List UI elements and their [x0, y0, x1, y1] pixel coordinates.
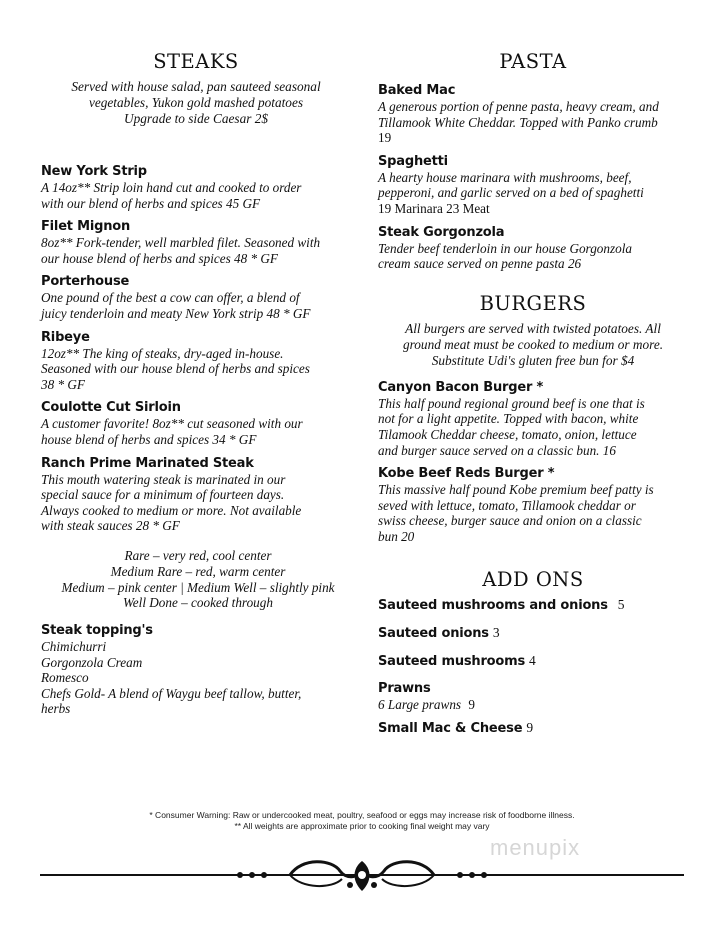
- item-description: [378, 241, 688, 272]
- item-desc-line: house blend of herbs and spices 34 * GF: [41, 431, 257, 447]
- item-desc-line: This mouth watering steak is marinated in our: [41, 471, 286, 487]
- burgers-intro-line: Substitute Udi's gluten free bun for $4: [431, 352, 635, 368]
- toppings-title: Steak topping's: [41, 623, 153, 639]
- item-desc-line: juicy tenderloin and meaty New York strip 48 * GF: [41, 305, 311, 321]
- topping-item: Chefs Gold- A blend of Waygu beef tallow, butter,: [41, 685, 302, 701]
- addon-price: 3: [492, 624, 500, 640]
- item-description: [41, 180, 351, 211]
- item-name: Steak Gorgonzola: [378, 224, 505, 240]
- item-desc-line: cream sauce served on penne pasta 26: [378, 256, 582, 272]
- item-name: Canyon Bacon Burger *: [378, 379, 544, 395]
- menu-item-canyon-bacon-burger: [378, 380, 688, 458]
- burgers-intro-line: ground meat must be cooked to medium or more.: [402, 336, 664, 352]
- steaks-intro-line: Served with house salad, pan sauteed seasonal: [71, 79, 321, 94]
- item-desc-line: swiss cheese, burger sauce and onion on a classic: [378, 513, 642, 529]
- item-name: Kobe Beef Reds Burger *: [378, 466, 555, 482]
- addon-row: [378, 720, 688, 737]
- addon-item: [378, 720, 688, 737]
- item-description: [378, 170, 688, 217]
- item-desc-line: Always cooked to medium or more. Not available: [41, 502, 302, 518]
- item-description: [378, 396, 688, 458]
- item-desc-line: This massive half pound Kobe premium beef patty is: [378, 482, 654, 498]
- menu-item-baked-mac: [378, 83, 688, 146]
- doneness-line: Medium – pink center | Medium Well – slightly pink: [61, 579, 335, 595]
- item-desc-line: Tillamook White Cheddar. Topped with Panko crumb: [378, 114, 658, 130]
- item-name: Ranch Prime Marinated Steak: [41, 455, 254, 471]
- item-desc-line: bun 20: [378, 528, 415, 544]
- item-desc-line: 38 * GF: [41, 376, 85, 392]
- item-desc-line: not for a light appetite. Topped with bacon, white: [378, 411, 639, 427]
- item-desc-line: A 14oz** Strip loin hand cut and cooked to order: [41, 180, 302, 195]
- item-desc-line: special sauce for a minimum of fourteen days.: [41, 487, 285, 503]
- item-desc-line: our house blend of herbs and spices 48 * GF: [41, 250, 278, 266]
- addon-desc-text: 6 Large prawns: [378, 696, 462, 712]
- item-description: [378, 482, 688, 544]
- addon-name: Sauteed mushrooms and onions: [378, 597, 608, 613]
- addon-price: 9: [526, 720, 533, 736]
- steaks-intro-line: Upgrade to side Caesar 2$: [123, 111, 269, 126]
- steaks-title: STEAKS: [153, 50, 239, 73]
- item-name: New York Strip: [41, 164, 147, 179]
- addon-price: 9: [468, 696, 475, 712]
- item-desc-line: pepperoni, and garlic served on a bed of spaghetti: [378, 185, 644, 201]
- addon-price: 4: [529, 652, 536, 668]
- addon-name: Small Mac & Cheese: [378, 721, 523, 737]
- item-price: 19: [378, 130, 392, 146]
- menu-item-kobe-beef-reds-burger: [378, 466, 688, 544]
- addons-title: ADD ONS: [482, 567, 584, 591]
- item-name: Porterhouse: [41, 274, 130, 290]
- menu-item-spaghetti: [378, 154, 688, 217]
- item-name: Filet Mignon: [41, 219, 131, 235]
- addon-item: [378, 681, 688, 713]
- item-name: Baked Mac: [378, 83, 456, 98]
- addon-row: [378, 653, 688, 670]
- addon-name: Sauteed mushrooms: [378, 653, 526, 669]
- footer-line: ** All weights are approximate prior to cooking final weight may vary: [234, 820, 490, 831]
- item-desc-line: A customer favorite! 8oz** cut seasoned with our: [41, 416, 303, 432]
- addon-item: [378, 625, 688, 642]
- burgers-title: BURGERS: [479, 291, 587, 315]
- topping-item: Gorgonzola Cream: [41, 654, 143, 670]
- menu-item-ribeye: [41, 330, 351, 393]
- item-desc-line: 12oz** The king of steaks, dry-aged in-house.: [41, 345, 284, 361]
- item-name: Ribeye: [41, 329, 90, 345]
- addon-row: [378, 625, 688, 642]
- addon-price: 5: [617, 596, 625, 612]
- addon-description: [378, 697, 688, 713]
- topping-item: Romesco: [41, 670, 89, 686]
- addon-name: Prawns: [378, 680, 431, 696]
- item-desc-line: Seasoned with our house blend of herbs and spices: [41, 361, 310, 377]
- doneness-line: Medium Rare – red, warm center: [110, 563, 286, 579]
- menu-item-steak-gorgonzola: [378, 225, 688, 272]
- item-name: Spaghetti: [378, 153, 448, 169]
- item-desc-line: Tilamook Cheddar cheese, tomato, onion, lettuce: [378, 426, 637, 442]
- burgers-intro-line: All burgers are served with twisted potatoes. All: [405, 320, 661, 336]
- addon-item: [378, 653, 688, 670]
- item-name: Coulotte Cut Sirloin: [41, 400, 181, 416]
- item-description: [41, 346, 351, 393]
- steaks-intro: [41, 79, 351, 127]
- consumer-warning-footer: [0, 810, 724, 831]
- steak-toppings: [41, 623, 351, 717]
- menu-item-porterhouse: [41, 274, 351, 321]
- right-column: [378, 50, 688, 737]
- ornamental-divider-icon: [40, 855, 684, 895]
- item-description: [378, 99, 688, 146]
- item-description: [41, 416, 351, 447]
- item-desc-line: seved with lettuce, tomato, Tillamook cheddar or: [378, 497, 636, 513]
- menu-item-coulotte-cut-sirloin: [41, 400, 351, 447]
- item-desc-line: with steak sauces 28 * GF: [41, 518, 180, 534]
- topping-item: Chimichurri: [41, 639, 107, 655]
- footer-line: * Consumer Warning: Raw or undercooked meat, poultry, seafood or eggs may increase risk of foodborne illness.: [149, 810, 575, 820]
- item-desc-line: and burger sauce served on a classic bun. 16: [378, 442, 616, 458]
- item-desc-line: A generous portion of penne pasta, heavy cream, and: [378, 99, 659, 114]
- item-description: [41, 235, 351, 266]
- menu-item-ranch-prime-marinated-steak: [41, 456, 351, 534]
- menu-item-new-york-strip: [41, 164, 351, 211]
- item-desc-line: A hearty house marinara with mushrooms, beef,: [378, 169, 632, 185]
- item-desc-line: One pound of the best a cow can offer, a blend of: [41, 290, 300, 306]
- addon-name: Sauteed onions: [378, 625, 489, 641]
- burgers-intro: [378, 321, 688, 369]
- pasta-title: PASTA: [499, 50, 567, 73]
- doneness-guide: [37, 548, 359, 611]
- item-desc-line: 8oz** Fork-tender, well marbled filet. Seasoned with: [41, 235, 321, 251]
- item-description: [41, 290, 351, 321]
- doneness-line: Well Done – cooked through: [123, 595, 273, 611]
- topping-item: herbs: [41, 701, 71, 717]
- item-desc-line: This half pound regional ground beef is one that is: [378, 395, 645, 411]
- item-description: [41, 472, 351, 534]
- addon-item: [378, 597, 688, 614]
- doneness-line: Rare – very red, cool center: [124, 547, 272, 563]
- steaks-column: [41, 50, 351, 717]
- toppings-list: [41, 639, 351, 717]
- item-desc-line: with our blend of herbs and spices 45 GF: [41, 195, 261, 211]
- item-price: 19 Marinara 23 Meat: [378, 200, 490, 216]
- menu-item-filet-mignon: [41, 219, 351, 266]
- watermark-logo: menupix: [490, 835, 581, 860]
- item-desc-line: Tender beef tenderloin in our house Gorgonzola: [378, 240, 632, 256]
- addon-row: [378, 597, 688, 614]
- steaks-intro-line: vegetables, Yukon gold mashed potatoes: [88, 95, 304, 110]
